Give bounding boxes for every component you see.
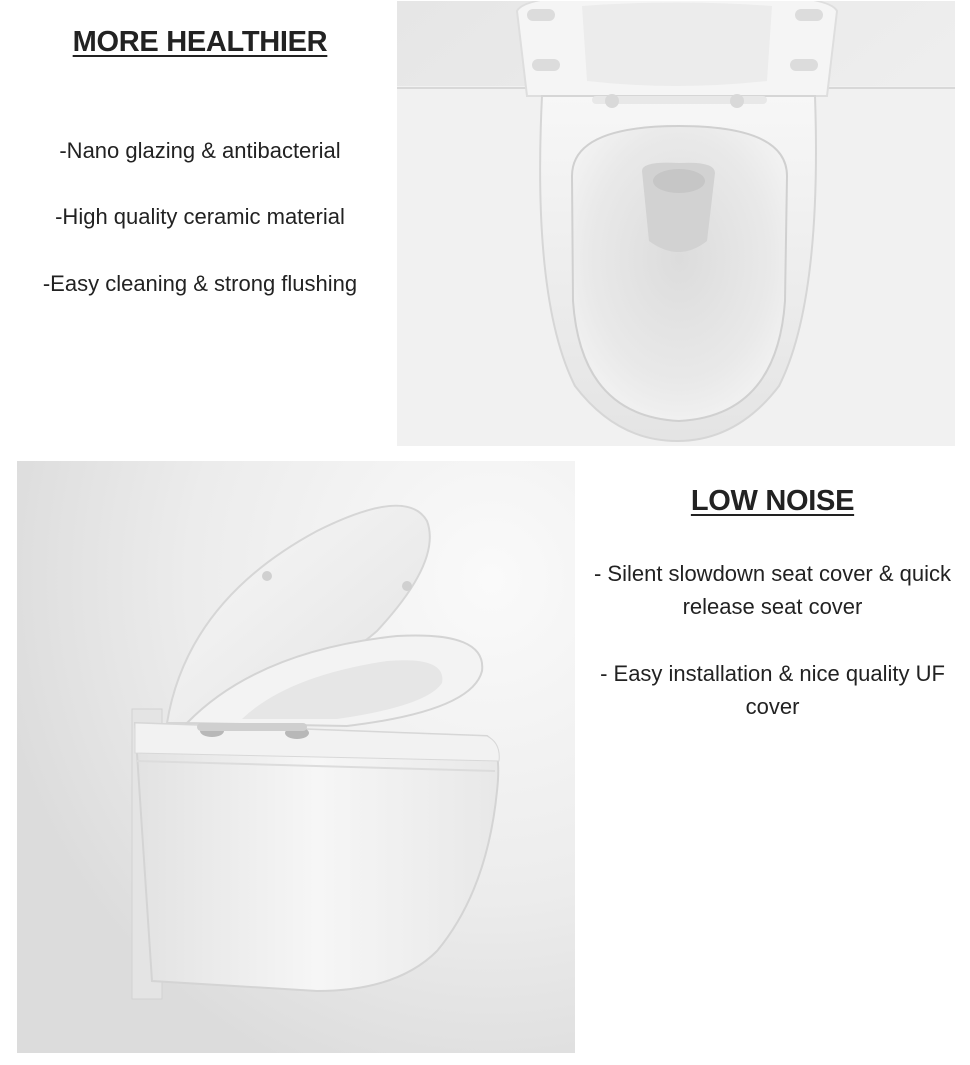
toilet-side-view-photo xyxy=(17,461,575,1053)
toilet-top-view-photo xyxy=(397,1,955,446)
section-title-low-noise: LOW NOISE xyxy=(690,485,855,517)
bullet-easy-installation: - Easy installation & nice quality UF cover xyxy=(600,661,945,719)
bullet-ceramic-material: -High quality ceramic material xyxy=(55,204,345,229)
bullet-nano-glazing: -Nano glazing & antibacterial xyxy=(59,138,341,163)
bullet-easy-cleaning: -Easy cleaning & strong flushing xyxy=(42,271,358,296)
section-title-healthier: MORE HEALTHIER xyxy=(72,26,328,58)
bullet-silent-seat-cover: - Silent slowdown seat cover & quick release seat cover xyxy=(593,561,952,619)
